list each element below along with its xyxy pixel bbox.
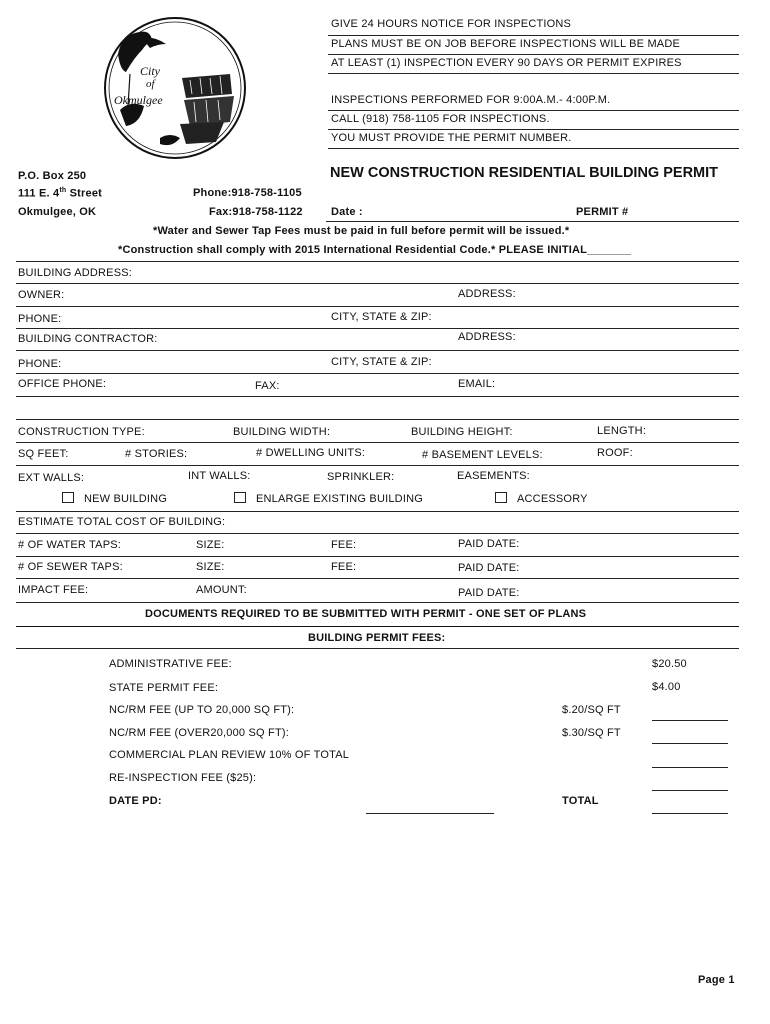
roof-field[interactable]: ROOF: <box>597 447 633 459</box>
sewer-taps-field[interactable]: # OF SEWER TAPS: <box>18 561 123 573</box>
divider <box>16 578 739 579</box>
office-city: Okmulgee, OK <box>18 206 97 218</box>
impact-amount-field[interactable]: AMOUNT: <box>196 584 247 596</box>
divider <box>16 465 739 466</box>
divider <box>16 442 739 443</box>
divider <box>16 396 739 397</box>
notice-line-6: YOU MUST PROVIDE THE PERMIT NUMBER. <box>331 132 572 144</box>
building-width-field[interactable]: BUILDING WIDTH: <box>233 426 331 438</box>
fees-heading: BUILDING PERMIT FEES: <box>308 632 446 644</box>
divider <box>328 110 739 111</box>
checkbox-icon[interactable] <box>234 492 246 503</box>
estimate-cost-field[interactable]: ESTIMATE TOTAL COST OF BUILDING: <box>18 516 226 528</box>
sewer-fee-field[interactable]: FEE: <box>331 561 357 573</box>
office-fax: Fax:918-758-1122 <box>209 206 303 218</box>
enlarge-existing-checkbox[interactable]: ENLARGE EXISTING BUILDING <box>234 492 423 505</box>
contractor-address-field[interactable]: ADDRESS: <box>458 331 516 343</box>
seal-city-word: City <box>140 64 160 78</box>
notice-line-2: PLANS MUST BE ON JOB BEFORE INSPECTIONS WILL BE MADE <box>331 38 681 50</box>
fax-field[interactable]: FAX: <box>255 380 280 392</box>
date-label: Date : <box>331 206 363 218</box>
divider <box>16 511 739 512</box>
commercial-review-amount-field[interactable] <box>652 767 728 768</box>
note-tap-fees: *Water and Sewer Tap Fees must be paid in full before permit will be issued.* <box>153 225 570 237</box>
administrative-fee-label: ADMINISTRATIVE FEE: <box>109 658 232 670</box>
reinspection-fee-label: RE-INSPECTION FEE ($25): <box>109 772 257 784</box>
seal-city-name: Okmulgee <box>114 93 163 107</box>
state-fee-amount: $4.00 <box>652 681 681 693</box>
building-height-field[interactable]: BUILDING HEIGHT: <box>411 426 513 438</box>
permit-number-label: PERMIT # <box>576 206 629 218</box>
checkbox-icon[interactable] <box>495 492 507 503</box>
reinspection-amount-field[interactable] <box>652 790 728 791</box>
checkbox-icon[interactable] <box>62 492 74 503</box>
dwelling-units-field[interactable]: # DWELLING UNITS: <box>256 447 366 459</box>
divider <box>16 419 739 420</box>
owner-phone-field[interactable]: PHONE: <box>18 313 62 325</box>
impact-paid-date-field[interactable]: PAID DATE: <box>458 587 520 599</box>
impact-fee-field[interactable]: IMPACT FEE: <box>18 584 89 596</box>
date-paid-field[interactable] <box>366 813 494 814</box>
accessory-checkbox[interactable]: ACCESSORY <box>495 492 588 505</box>
email-field[interactable]: EMAIL: <box>458 378 496 390</box>
building-address-field[interactable]: BUILDING ADDRESS: <box>18 267 133 279</box>
water-taps-field[interactable]: # OF WATER TAPS: <box>18 539 122 551</box>
divider <box>16 350 739 351</box>
office-phone: Phone:918-758-1105 <box>193 187 302 199</box>
sprinkler-field[interactable]: SPRINKLER: <box>327 471 395 483</box>
sq-feet-field[interactable]: SQ FEET: <box>18 448 69 460</box>
contractor-phone-field[interactable]: PHONE: <box>18 358 62 370</box>
divider <box>326 221 739 222</box>
divider <box>16 283 739 284</box>
owner-field[interactable]: OWNER: <box>18 289 65 301</box>
date-paid-label: DATE PD: <box>109 795 162 807</box>
ncrm-under-rate: $.20/SQ FT <box>562 704 621 716</box>
notice-line-3: AT LEAST (1) INSPECTION EVERY 90 DAYS OR PERMIT EXPIRES <box>331 57 682 69</box>
water-size-field[interactable]: SIZE: <box>196 539 225 551</box>
divider <box>16 533 739 534</box>
commercial-review-label: COMMERCIAL PLAN REVIEW 10% OF TOTAL <box>109 749 350 761</box>
state-fee-label: STATE PERMIT FEE: <box>109 682 219 694</box>
office-pobox: P.O. Box 250 <box>18 170 87 182</box>
divider <box>16 373 739 374</box>
divider <box>16 328 739 329</box>
note-code-compliance: *Construction shall comply with 2015 International Residential Code.* PLEASE INITIAL_______ <box>118 244 632 256</box>
contractor-city-state-zip-field[interactable]: CITY, STATE & ZIP: <box>331 356 432 368</box>
documents-required-heading: DOCUMENTS REQUIRED TO BE SUBMITTED WITH PERMIT - ONE SET OF PLANS <box>145 608 587 620</box>
divider <box>16 648 739 649</box>
ext-walls-field[interactable]: EXT WALLS: <box>18 472 85 484</box>
stories-field[interactable]: # STORIES: <box>125 448 188 460</box>
building-contractor-field[interactable]: BUILDING CONTRACTOR: <box>18 333 158 345</box>
seal-of-word: of <box>146 78 155 90</box>
city-seal-logo <box>100 14 250 162</box>
total-label: TOTAL <box>562 795 599 807</box>
total-amount-field[interactable] <box>652 813 728 814</box>
owner-city-state-zip-field[interactable]: CITY, STATE & ZIP: <box>331 311 432 323</box>
divider <box>328 35 739 36</box>
administrative-fee-amount: $20.50 <box>652 658 687 670</box>
ncrm-over-rate: $.30/SQ FT <box>562 727 621 739</box>
owner-address-field[interactable]: ADDRESS: <box>458 288 516 300</box>
new-building-checkbox[interactable]: NEW BUILDING <box>62 492 167 505</box>
divider <box>16 306 739 307</box>
office-phone-field[interactable]: OFFICE PHONE: <box>18 378 107 390</box>
notice-line-5: CALL (918) 758-1105 FOR INSPECTIONS. <box>331 113 550 125</box>
sewer-paid-date-field[interactable]: PAID DATE: <box>458 562 520 574</box>
ncrm-under-label: NC/RM FEE (UP TO 20,000 SQ FT): <box>109 704 295 716</box>
easements-field[interactable]: EASEMENTS: <box>457 470 530 482</box>
water-paid-date-field[interactable]: PAID DATE: <box>458 538 520 550</box>
divider <box>328 54 739 55</box>
form-title: NEW CONSTRUCTION RESIDENTIAL BUILDING PERMIT <box>330 165 719 181</box>
divider <box>328 73 739 74</box>
divider <box>16 626 739 627</box>
basement-levels-field[interactable]: # BASEMENT LEVELS: <box>422 449 543 461</box>
page-number: Page 1 <box>698 974 735 986</box>
divider <box>16 556 739 557</box>
ncrm-over-amount-field[interactable] <box>652 743 728 744</box>
int-walls-field[interactable]: INT WALLS: <box>188 470 251 482</box>
water-fee-field[interactable]: FEE: <box>331 539 357 551</box>
sewer-size-field[interactable]: SIZE: <box>196 561 225 573</box>
ncrm-over-label: NC/RM FEE (OVER20,000 SQ FT): <box>109 727 290 739</box>
divider <box>328 129 739 130</box>
construction-type-field[interactable]: CONSTRUCTION TYPE: <box>18 426 145 438</box>
length-field[interactable]: LENGTH: <box>597 425 647 437</box>
divider <box>16 261 739 262</box>
divider <box>328 148 739 149</box>
divider <box>16 602 739 603</box>
office-street: 111 E. 4th Street <box>18 187 103 200</box>
notice-line-4: INSPECTIONS PERFORMED FOR 9:00A.M.- 4:00P.M. <box>331 94 611 106</box>
ncrm-under-amount-field[interactable] <box>652 720 728 721</box>
notice-line-1: GIVE 24 HOURS NOTICE FOR INSPECTIONS <box>331 18 572 30</box>
